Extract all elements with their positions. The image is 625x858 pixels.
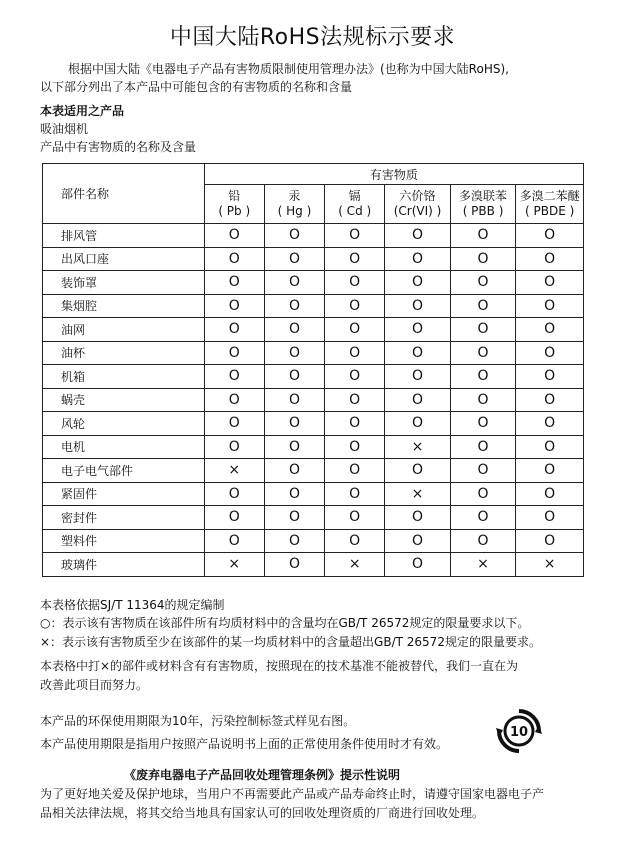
substance-mark-cell: O: [204, 341, 264, 365]
substance-mark-cell: O: [264, 553, 324, 577]
substance-mark-cell: O: [450, 482, 516, 506]
table-row: [43, 482, 584, 506]
environment-friendly-use-period-logo-icon: [496, 708, 542, 754]
substance-mark-cell: O: [325, 529, 385, 553]
substance-mark-cell: O: [204, 388, 264, 412]
substance-mark-cell: O: [325, 294, 385, 318]
substance-mark-cell: O: [204, 224, 264, 248]
substance-mark-cell: O: [264, 435, 324, 459]
logo-number: 10: [509, 725, 529, 740]
recycling-line-2: 品相关法律法规，将其交给当地具有国家认可的回收处理资质的厂商进行回收处理。: [40, 806, 485, 820]
substance-mark-cell: O: [516, 529, 584, 553]
substance-mark-cell: O: [516, 294, 584, 318]
substance-mark-cell: O: [450, 294, 516, 318]
note-basis: 本表格依据SJ/T 11364的规定编制: [40, 598, 225, 612]
substance-mark-cell: ×: [385, 435, 451, 459]
substance-symbol: ( PBDE ): [525, 204, 575, 218]
substance-mark-cell: O: [204, 412, 264, 436]
substance-mark-cell: O: [204, 318, 264, 342]
page-title: 中国大陆RoHS法规标示要求: [169, 25, 456, 50]
substance-mark-cell: O: [450, 388, 516, 412]
product-heading: 本表适用之产品: [40, 104, 125, 118]
substance-mark-cell: O: [264, 388, 324, 412]
substance-name: 六价铬: [399, 189, 436, 203]
part-name-cell: 油杯: [43, 341, 205, 365]
part-name-header: 部件名称: [43, 164, 205, 224]
substance-mark-cell: O: [516, 506, 584, 530]
table-row: [43, 553, 584, 577]
substance-mark-cell: O: [385, 247, 451, 271]
substance-mark-cell: O: [325, 365, 385, 389]
substance-symbol: ( Pb ): [218, 204, 251, 218]
substance-name: 镉: [348, 189, 361, 203]
hazardous-substances-header: 有害物质: [204, 164, 583, 185]
table-row: [43, 247, 584, 271]
substance-mark-cell: ×: [204, 459, 264, 483]
substance-mark-cell: O: [450, 341, 516, 365]
substance-mark-cell: O: [516, 459, 584, 483]
substance-mark-cell: O: [325, 341, 385, 365]
part-name-cell: 电子电气部件: [43, 459, 205, 483]
substance-mark-cell: O: [450, 459, 516, 483]
part-name-cell: 密封件: [43, 506, 205, 530]
table-row: [43, 318, 584, 342]
substance-header: [325, 185, 385, 224]
substance-mark-cell: O: [385, 294, 451, 318]
substance-mark-cell: O: [450, 435, 516, 459]
substance-symbol: ( Cd ): [338, 204, 372, 218]
substance-mark-cell: O: [385, 506, 451, 530]
substance-mark-cell: O: [204, 482, 264, 506]
substance-mark-cell: O: [325, 224, 385, 248]
substance-mark-cell: ×: [516, 553, 584, 577]
substance-mark-cell: O: [450, 529, 516, 553]
substance-mark-cell: O: [264, 365, 324, 389]
substance-mark-cell: O: [450, 247, 516, 271]
table-row: [43, 388, 584, 412]
substance-mark-cell: O: [204, 435, 264, 459]
substance-mark-cell: O: [385, 341, 451, 365]
note-cross: ×：表示该有害物质至少在该部件的某一均质材料中的含量超出GB/T 26572规定的限量要求。: [40, 635, 541, 649]
substance-mark-cell: O: [516, 318, 584, 342]
intro-line-2: 以下部分列出了本产品中可能包含的有害物质的名称和含量: [40, 80, 353, 94]
substance-mark-cell: O: [385, 318, 451, 342]
note-circle: ○：表示该有害物质在该部件所有均质材料中的含量均在GB/T 26572规定的限量要求以下。: [40, 616, 530, 630]
table-row: [43, 529, 584, 553]
part-name-cell: 塑料件: [43, 529, 205, 553]
substance-header: [450, 185, 516, 224]
table-row: [43, 435, 584, 459]
substance-mark-cell: O: [325, 435, 385, 459]
substance-symbol: ( PBB ): [462, 204, 504, 218]
substance-mark-cell: O: [385, 529, 451, 553]
recycling-line-1: 为了更好地关爱及保护地球，当用户不再需要此产品或产品寿命终止时，请遵守国家电器电子产: [40, 787, 545, 801]
table-row: [43, 341, 584, 365]
part-name-cell: 出风口座: [43, 247, 205, 271]
substance-mark-cell: ×: [450, 553, 516, 577]
substance-mark-cell: O: [264, 412, 324, 436]
table-caption: 产品中有害物质的名称及含量: [40, 140, 197, 154]
substance-mark-cell: O: [325, 459, 385, 483]
substance-mark-cell: O: [385, 459, 451, 483]
substance-mark-cell: ×: [204, 553, 264, 577]
substance-symbol: ( Hg ): [277, 204, 312, 218]
substance-mark-cell: O: [450, 224, 516, 248]
substance-symbol: (Cr(VI) ): [393, 204, 442, 218]
substance-mark-cell: O: [325, 388, 385, 412]
substance-header: [516, 185, 584, 224]
substance-header: [204, 185, 264, 224]
substance-mark-cell: O: [204, 529, 264, 553]
table-row: [43, 506, 584, 530]
substance-mark-cell: O: [385, 412, 451, 436]
table-row: [43, 459, 584, 483]
substance-mark-cell: O: [204, 294, 264, 318]
product-name: 吸油烟机: [40, 122, 89, 136]
substance-mark-cell: O: [264, 482, 324, 506]
part-name-cell: 蜗壳: [43, 388, 205, 412]
part-name-cell: 玻璃件: [43, 553, 205, 577]
substance-mark-cell: O: [264, 247, 324, 271]
substance-mark-cell: O: [204, 506, 264, 530]
substance-mark-cell: O: [204, 271, 264, 295]
substance-name: 多溴二苯醚: [519, 189, 580, 203]
intro-line-1: 根据中国大陆《电器电子产品有害物质限制使用管理办法》(也称为中国大陆RoHS),: [68, 62, 509, 76]
substance-mark-cell: O: [264, 224, 324, 248]
substance-mark-cell: O: [385, 553, 451, 577]
note-explain-line-2: 改善此项目而努力。: [40, 678, 149, 692]
substance-mark-cell: O: [264, 294, 324, 318]
substance-mark-cell: O: [264, 506, 324, 530]
part-name-cell: 装饰罩: [43, 271, 205, 295]
table-row: [43, 365, 584, 389]
substance-mark-cell: O: [325, 482, 385, 506]
substance-mark-cell: O: [264, 459, 324, 483]
table-row: [43, 294, 584, 318]
substance-mark-cell: O: [450, 271, 516, 295]
substance-mark-cell: O: [516, 224, 584, 248]
substance-mark-cell: O: [516, 341, 584, 365]
part-name-cell: 排风管: [43, 224, 205, 248]
substance-mark-cell: O: [264, 341, 324, 365]
substance-name: 汞: [288, 189, 301, 203]
substance-mark-cell: O: [325, 247, 385, 271]
part-name-cell: 集烟腔: [43, 294, 205, 318]
substance-mark-cell: ×: [325, 553, 385, 577]
substance-mark-cell: O: [325, 271, 385, 295]
substance-mark-cell: O: [516, 435, 584, 459]
substance-mark-cell: O: [325, 506, 385, 530]
table-row: [43, 412, 584, 436]
substance-name: 铅: [228, 189, 241, 203]
efup-line-1: 本产品的环保使用期限为10年，污染控制标签式样见右图。: [40, 714, 356, 728]
substance-header: [385, 185, 451, 224]
substance-mark-cell: O: [516, 271, 584, 295]
substance-mark-cell: O: [450, 365, 516, 389]
substance-mark-cell: O: [385, 224, 451, 248]
part-name-cell: 油网: [43, 318, 205, 342]
part-name-cell: 风轮: [43, 412, 205, 436]
efup-line-2: 本产品使用期限是指用户按照产品说明书上面的正常使用条件使用时才有效。: [40, 737, 449, 751]
substance-mark-cell: ×: [385, 482, 451, 506]
substance-mark-cell: O: [264, 271, 324, 295]
part-name-cell: 机箱: [43, 365, 205, 389]
substance-mark-cell: O: [516, 482, 584, 506]
substance-mark-cell: O: [450, 506, 516, 530]
part-name-cell: 电机: [43, 435, 205, 459]
substance-mark-cell: O: [264, 529, 324, 553]
substance-name: 多溴联苯: [459, 189, 508, 203]
substance-mark-cell: O: [385, 388, 451, 412]
substance-header: [264, 185, 324, 224]
substance-mark-cell: O: [325, 412, 385, 436]
note-explain-line-1: 本表格中打×的部件或材料含有有害物质，按照现在的技术基准不能被替代，我们一直在为: [40, 659, 519, 673]
substance-mark-cell: O: [450, 318, 516, 342]
substance-mark-cell: O: [204, 247, 264, 271]
substance-mark-cell: O: [516, 388, 584, 412]
substance-mark-cell: O: [385, 365, 451, 389]
recycling-heading: 《废弃电器电子产品回收处理管理条例》提示性说明: [124, 768, 401, 782]
table-row: [43, 224, 584, 248]
table-row: [43, 271, 584, 295]
substance-mark-cell: O: [264, 318, 324, 342]
substance-mark-cell: O: [204, 365, 264, 389]
part-name-cell: 紧固件: [43, 482, 205, 506]
substance-mark-cell: O: [450, 412, 516, 436]
hazardous-substance-table: [42, 163, 584, 577]
substance-mark-cell: O: [516, 412, 584, 436]
substance-mark-cell: O: [385, 271, 451, 295]
substance-mark-cell: O: [325, 318, 385, 342]
substance-mark-cell: O: [516, 247, 584, 271]
substance-mark-cell: O: [516, 365, 584, 389]
